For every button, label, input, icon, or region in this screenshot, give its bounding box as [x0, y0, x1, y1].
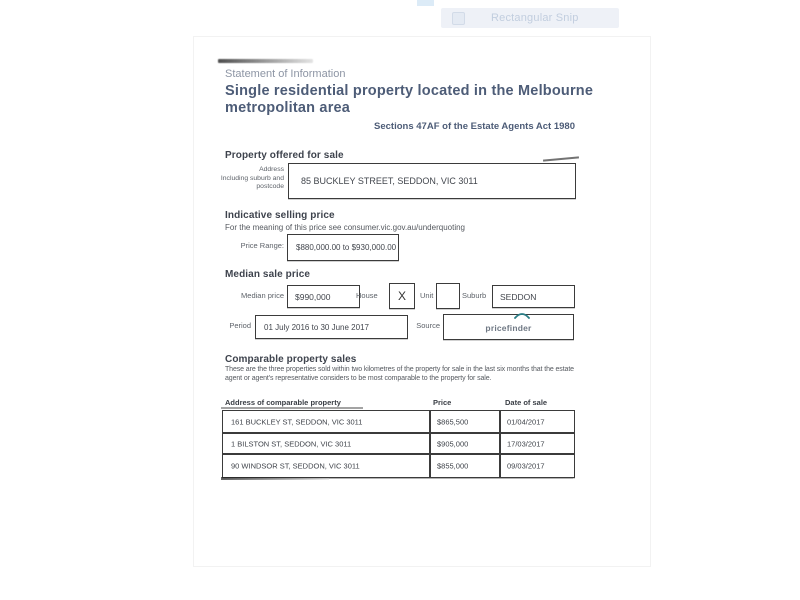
house-checkbox-mark: X [397, 289, 406, 303]
column-divider [499, 455, 501, 477]
price-range-value: $880,000.00 to $930,000.00 [296, 243, 397, 252]
house-checkbox [389, 283, 415, 309]
cell-date: 09/03/2017 [507, 461, 545, 471]
act-reference: Sections 47AF of the Estate Agents Act 1980 [374, 121, 575, 132]
address-label-line1: Address [259, 166, 284, 173]
address-label-line2: Including suburb and [220, 174, 284, 182]
column-divider [499, 411, 501, 432]
address-field-label [205, 166, 284, 192]
snip-overlay-fragment [417, 0, 434, 6]
column-header-price: Price [433, 398, 452, 407]
comparable-sales-description: These are the three properties sold within two kilometres of the property for sale in the last six months that the estate agent or agent's representative considers to be most comparable to the property for sale. [225, 366, 574, 382]
heading-indicative-price: Indicative selling price [225, 210, 335, 221]
cell-address: 1 BILSTON ST, SEDDON, VIC 3011 [231, 439, 352, 448]
column-divider [499, 434, 501, 453]
pricefinder-arc-icon [513, 312, 531, 319]
source-label: Source [416, 321, 440, 330]
column-divider [429, 411, 431, 432]
cell-address: 161 BUCKLEY ST, SEDDON, VIC 3011 [231, 417, 363, 426]
suburb-box [492, 285, 575, 308]
underquoting-note: For the meaning of this price see consumer.vic.gov.au/underquoting [225, 223, 465, 232]
pricefinder-logo-text: pricefinder [485, 323, 532, 333]
cell-price: $855,000 [437, 461, 469, 471]
cell-address: 90 WINDSOR ST, SEDDON, VIC 3011 [231, 461, 360, 471]
cell-date: 17/03/2017 [507, 439, 545, 448]
snip-toolbar-button[interactable] [441, 8, 619, 28]
column-header-date: Date of sale [505, 398, 548, 407]
scan-artifact-header-underline [221, 407, 363, 409]
price-range-label: Price Range: [240, 241, 284, 250]
unit-label: Unit [420, 291, 434, 300]
column-header-address: Address of comparable property [225, 398, 341, 407]
address-label-line3: postcode [256, 183, 284, 190]
median-price-box [287, 285, 360, 308]
house-label: House [356, 291, 378, 300]
period-box [255, 315, 408, 339]
heading-property-offered: Property offered for sale [225, 150, 344, 161]
document-title: Single residential property located in the Melbourne metropolitan area [225, 83, 594, 116]
suburb-value: SEDDON [500, 291, 537, 302]
unit-checkbox [436, 283, 460, 309]
source-box [443, 314, 574, 340]
scan-artifact-bottom-line [329, 478, 573, 479]
median-price-label: Median price [241, 291, 284, 300]
cell-price: $905,000 [437, 439, 469, 448]
price-range-box [287, 234, 399, 261]
pricefinder-logo [485, 318, 531, 336]
snip-toolbar-label: Rectangular Snip [491, 12, 579, 24]
address-field-box [288, 163, 576, 199]
cell-price: $865,500 [437, 417, 469, 426]
scan-artifact-bottom-smudge [221, 477, 329, 480]
cell-date: 01/04/2017 [507, 417, 545, 426]
heading-comparable-sales: Comparable property sales [225, 354, 357, 365]
column-divider [429, 434, 431, 453]
table-row [222, 433, 575, 454]
table-row [222, 454, 575, 478]
scan-artifact-top-smudge [218, 59, 313, 63]
column-divider [429, 455, 431, 477]
rectangular-snip-icon [452, 12, 465, 25]
heading-median-price: Median sale price [225, 269, 311, 280]
document-kicker: Statement of Information [225, 68, 346, 80]
suburb-label: Suburb [462, 291, 487, 300]
address-value: 85 BUCKLEY STREET, SEDDON, VIC 3011 [301, 176, 478, 186]
period-label: Period [229, 321, 251, 330]
table-row [222, 410, 575, 433]
median-price-value: $990,000 [295, 291, 331, 302]
period-value: 01 July 2016 to 30 June 2017 [264, 322, 369, 332]
